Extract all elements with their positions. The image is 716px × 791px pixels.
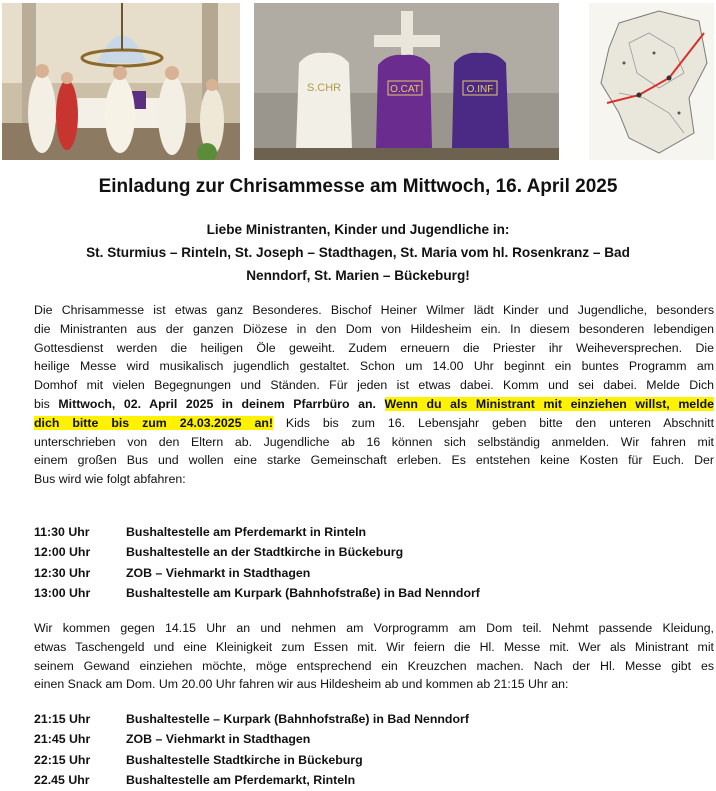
paragraph-line: unterschrieben von den Eltern ab. Jugendliche ab 16 können sich selbständig anmelden. Wir fahren mit <box>34 434 714 449</box>
paragraph-line: seinem Gewand einziehen möchte, möge entsprechend ein Kreuzchen machen. Nach der Hl. Messe gibt es <box>34 658 714 673</box>
page-title: Einladung zur Chrisammesse am Mittwoch, 16. April 2025 <box>98 176 618 197</box>
departure-time: 13:00 Uhr <box>34 586 91 601</box>
paragraph-line: einen Snack am Dom. Um 20.00 Uhr fahren wir aus Hildesheim ab und kommen ab 21:15 Uhr an: <box>34 677 569 692</box>
header-photos <box>0 3 716 161</box>
text-run: Kids bis zum 16. Lebensjahr geben bitte den unteren Abschnitt <box>272 415 714 430</box>
arrival-time: 22:15 Uhr <box>34 752 91 767</box>
bus-stop: Bushaltestelle am Kurpark (Bahnhofstraße) in Bad Nenndorf <box>126 586 480 601</box>
schedule-row <box>34 729 694 749</box>
return-schedule <box>34 709 694 791</box>
schedule-row <box>34 750 694 770</box>
schedule-row <box>34 522 694 542</box>
ministrant-deadline-highlight: dich bitte bis zum 24.03.2025 an! <box>34 415 273 430</box>
schedule-row <box>34 770 694 790</box>
oils-vessels-photo <box>254 3 559 160</box>
paragraph-line: heilige Messe wird musikalisch jugendlich gestaltet. Schon um 14.00 Uhr beginnt ein buntes Programm am <box>34 359 714 374</box>
paragraph-line <box>34 414 714 433</box>
diocese-map-photo <box>589 3 714 160</box>
bus-stop: Bushaltestelle am Pferdemarkt, Rinteln <box>126 773 356 788</box>
greeting-line: St. Sturmius – Rinteln, St. Joseph – Stadthagen, St. Maria vom hl. Rosenkranz – Bad <box>86 245 630 260</box>
registration-deadline: Mittwoch, 02. April 2025 in deinem Pfarrbüro an. <box>58 396 376 411</box>
intro-paragraph <box>34 301 714 489</box>
paragraph-line: die Ministranten aus der ganzen Diözese in den Dom von Hildesheim ein. In diesem besonderen lebendigen <box>34 321 714 336</box>
greeting-line: Nenndorf, St. Marien – Bückeburg! <box>246 268 470 283</box>
bus-stop: Bushaltestelle – Kurpark (Bahnhofstraße) in Bad Nenndorf <box>126 712 469 726</box>
ministrant-note-highlight: Wenn du als Ministrant mit einziehen willst, melde <box>384 396 714 411</box>
schedule-row <box>34 542 694 562</box>
arrival-time: 22.45 Uhr <box>34 773 90 788</box>
departure-time: 11:30 Uhr <box>34 525 90 539</box>
outbound-schedule <box>34 522 694 604</box>
paragraph-line <box>34 395 714 414</box>
schedule-row <box>34 563 694 583</box>
bus-stop: Bushaltestelle am Pferdemarkt in Rinteln <box>126 525 367 539</box>
greeting-line: Liebe Ministranten, Kinder und Jugendliche in: <box>206 222 510 237</box>
paragraph-line: Die Chrisammesse ist etwas ganz Besonderes. Bischof Heiner Wilmer lädt Kinder und Jugendliche, besonders <box>34 303 714 317</box>
arrival-time: 21:45 Uhr <box>34 732 91 747</box>
bus-stop: ZOB – Viehmarkt in Stadthagen <box>126 732 311 747</box>
text-run <box>376 397 385 411</box>
mass-photo <box>2 3 240 160</box>
departure-time: 12:30 Uhr <box>34 565 91 580</box>
paragraph-line: Wir kommen gegen 14.15 Uhr an und nehmen am Vorprogramm am Dom teil. Nehmt passende Kleidung, <box>34 621 714 635</box>
arrival-time: 21:15 Uhr <box>34 712 91 726</box>
vessel-label-cat: O.CAT <box>390 84 420 95</box>
paragraph-line: Bus wird wie folgt abfahren: <box>34 472 186 487</box>
schedule-row <box>34 583 694 603</box>
paragraph-line: etwas Taschengeld und eine Kleinigkeit zum Essen mit. Wir feiern die Hl. Messe mit. Wer als Ministrant mit <box>34 639 714 654</box>
vessel-label-inf: O.INF <box>466 84 494 95</box>
paragraph-line: einem großen Bus und wollen eine starke Gemeinschaft erleben. Es entstehen keine Kosten für Euch. Der <box>34 453 714 468</box>
paragraph-line: Domhof mit vielen Begegnungen und Ständen. Für jeden ist etwas dabei. Komm und sei dabei. Melde Dich <box>34 378 714 393</box>
text-run: bis <box>34 396 59 411</box>
departure-time: 12:00 Uhr <box>34 545 91 560</box>
paragraph-line: Gottesdienst werden die heiligen Öle geweiht. Zudem erneuern die Priester ihr Weiheversprechen. Die <box>34 340 714 355</box>
greeting <box>20 218 696 287</box>
vessel-label-chr: S.CHR <box>306 82 342 94</box>
schedule-row <box>34 709 694 729</box>
bus-stop: Bushaltestelle Stadtkirche in Bückeburg <box>126 752 363 767</box>
bus-stop: ZOB – Viehmarkt in Stadthagen <box>126 565 311 580</box>
details-paragraph <box>34 619 714 694</box>
bus-stop: Bushaltestelle an der Stadtkirche in Bückeburg <box>126 545 404 560</box>
